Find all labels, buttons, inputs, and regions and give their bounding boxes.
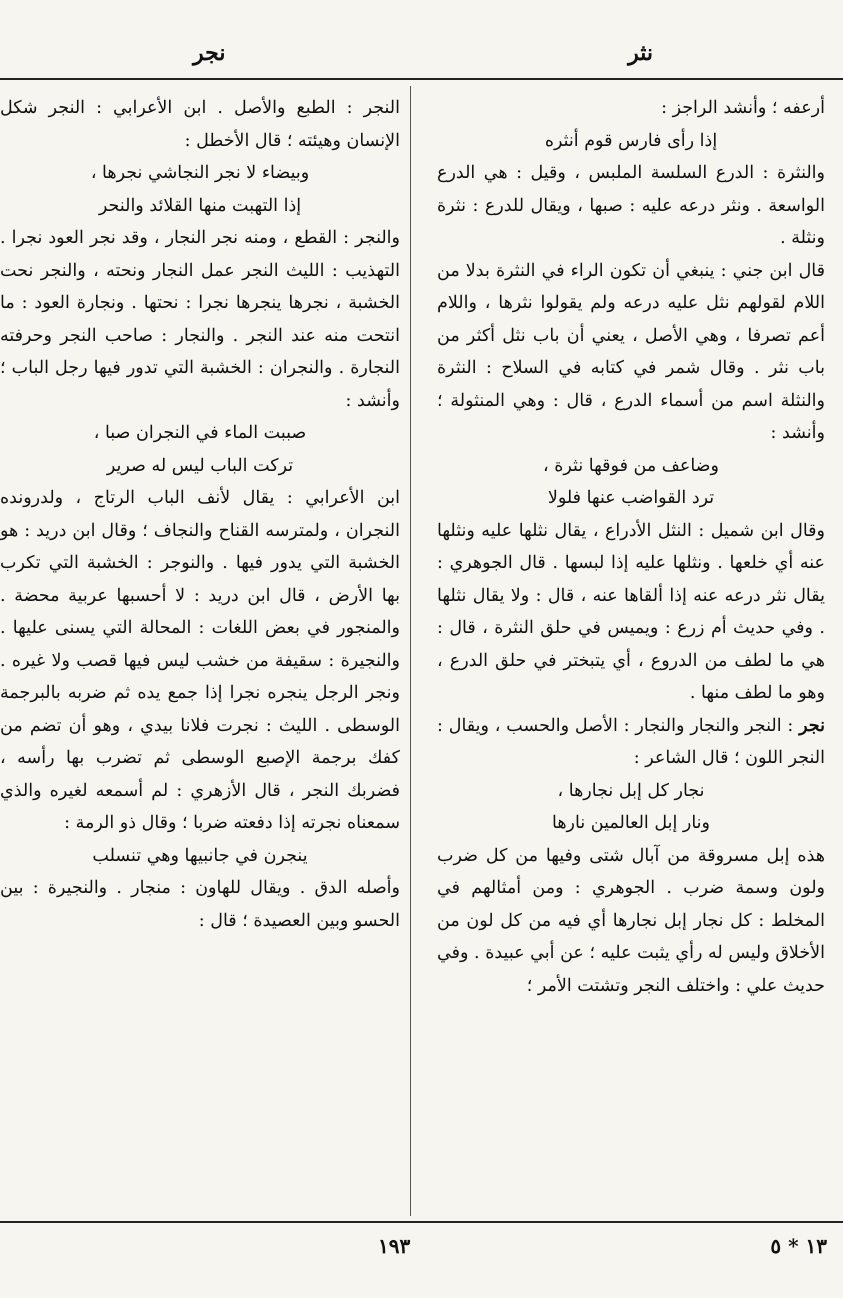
entry-paragraph bbox=[437, 710, 825, 775]
verse-line: ينجرن في جانبيها وهي تنسلب bbox=[92, 845, 308, 866]
paragraph: قال ابن جني : ينبغي أن تكون الراء في النثرة بدلا من اللام لقولهم نثل عليه درعه ولم يقولوا نثرها ، واللام أعم تصرفا ، وهي الأصل ، يعني أن باب نثل أكثر من باب نثر . وقال شمر في كتابه في السلاح : النثرة والنثلة اسم من أسماء الدرع ، قال : وهي المنثولة ؛ وأنشد : bbox=[437, 260, 825, 443]
paragraph: النجر : الطبع والأصل . ابن الأعرابي : النجر شكل الإنسان وهيئته ؛ قال الأخطل : bbox=[0, 98, 400, 151]
verse-line: وبيضاء لا نجر النجاشي نجرها ، bbox=[90, 163, 310, 183]
verse-line: صببت الماء في النجران صبا ، bbox=[93, 423, 307, 443]
header-word-left: نجر bbox=[193, 40, 226, 66]
paragraph: والنجر : القطع ، ومنه نجر النجار ، وقد نجر العود نجرا . التهذيب : الليث النجر عمل النجار ونحته ، والنجر نحت الخشبة ، نجرها ينجرها نجرا : نحتها . ونجارة العود : ما انتحت منه عند النجر . والنجار : صاحب النجر وحرفته النجارة . والنجران : الخشبة التي تدور فيها رجل الباب ؛ وأنشد : bbox=[0, 228, 400, 411]
verse-line: ونار إبل العالمين نارها bbox=[551, 813, 710, 833]
top-rule bbox=[0, 78, 843, 80]
entry-headword: نجر bbox=[799, 715, 825, 736]
paragraph: وأصله الدق . ويقال للهاون : منجار . والنجيرة : بين الحسو وبين العصيدة ؛ قال : bbox=[0, 878, 400, 931]
verse-line: تركت الباب ليس له صرير bbox=[106, 455, 294, 476]
signature-mark: ١٣ * ٥ bbox=[770, 1234, 827, 1258]
verse-line: وضاعف من فوقها نثرة ، bbox=[543, 455, 719, 476]
paragraph: أرعفه ؛ وأنشد الراجز : bbox=[661, 98, 825, 118]
header-word-right: نثر bbox=[628, 40, 653, 66]
verse-line: نجار كل إبل نجارها ، bbox=[557, 780, 705, 801]
paragraph: ابن الأعرابي : يقال لأنف الباب الرتاج ، ولدرونده النجران ، ولمترسه القناح والنجاف ؛ وقال ابن دريد : هو الخشبة التي يدور فيها . والنوجر : الخشبة التي تكرب بها الأرض ، قال ابن دريد : لا أحسبها عربية محضة . والمنجور في بعض اللغات : المحالة التي يسنى عليها . والنجيرة : سقيفة من خشب ليس فيها قصب ولا غيره . ونجر الرجل ينجره نجرا إذا جمع يده ثم ضربه بالبرجمة الوسطى . الليث : نجرت فلانا بيدي ، وهو أن تضم من كفك برجمة الإصبع الوسطى ثم تضرب بها رأسه ، فضربك النجر ، قال الأزهري : لم أسمعه لغيره والذي سمعناه نجرته إذا دفعته ضربا ؛ وقال ذو الرمة : bbox=[0, 488, 400, 833]
column-divider bbox=[410, 86, 411, 1216]
bottom-rule bbox=[0, 1221, 843, 1223]
right-column bbox=[437, 92, 825, 1217]
verse-line: إذا رأى فارس قوم أنثره bbox=[544, 130, 718, 151]
entry-text: : النجر والنجار والنجار : الأصل والحسب ، ويقال : النجر اللون ؛ قال الشاعر : bbox=[437, 715, 825, 768]
paragraph: هذه إبل مسروقة من آبال شتى وفيها من كل ضرب ولون وسمة ضرب . الجوهري : ومن أمثالهم في المخلط : كل نجار إبل نجارها أي فيه من كل لون من الأخلاق وليس له رأي يثبت عليه ؛ عن أبي عبيدة . وفي حديث علي : واختلف النجر وتشتت الأمر ؛ bbox=[437, 845, 825, 996]
paragraph: وقال ابن شميل : النثل الأدراع ، يقال نثلها عليه ونثلها عنه أي خلعها . ونثلها عليه إذا لبسها . قال الجوهري : يقال نثر درعه عنه إذا ألقاها عنه ، قال : ولا يقال نثلها . وفي حديث أم زرع : ويميس في حلق النثرة ، قال : هي ما لطف من الدروع ، أي يتبختر في حلق الدرع ، وهو ما لطف منها . bbox=[437, 520, 825, 703]
page-number: ١٩٣ bbox=[378, 1234, 411, 1258]
paragraph: والنثرة : الدرع السلسة الملبس ، وقيل : هي الدرع الواسعة . ونثر درعه عليه : صبها ، ويقال للدرع : نثرة ونثلة . bbox=[437, 163, 825, 248]
verse-line: ترد القواضب عنها فلولا bbox=[547, 488, 715, 508]
verse-line: إذا التهبت منها القلائد والنحر bbox=[98, 195, 302, 216]
left-column bbox=[0, 92, 400, 1217]
